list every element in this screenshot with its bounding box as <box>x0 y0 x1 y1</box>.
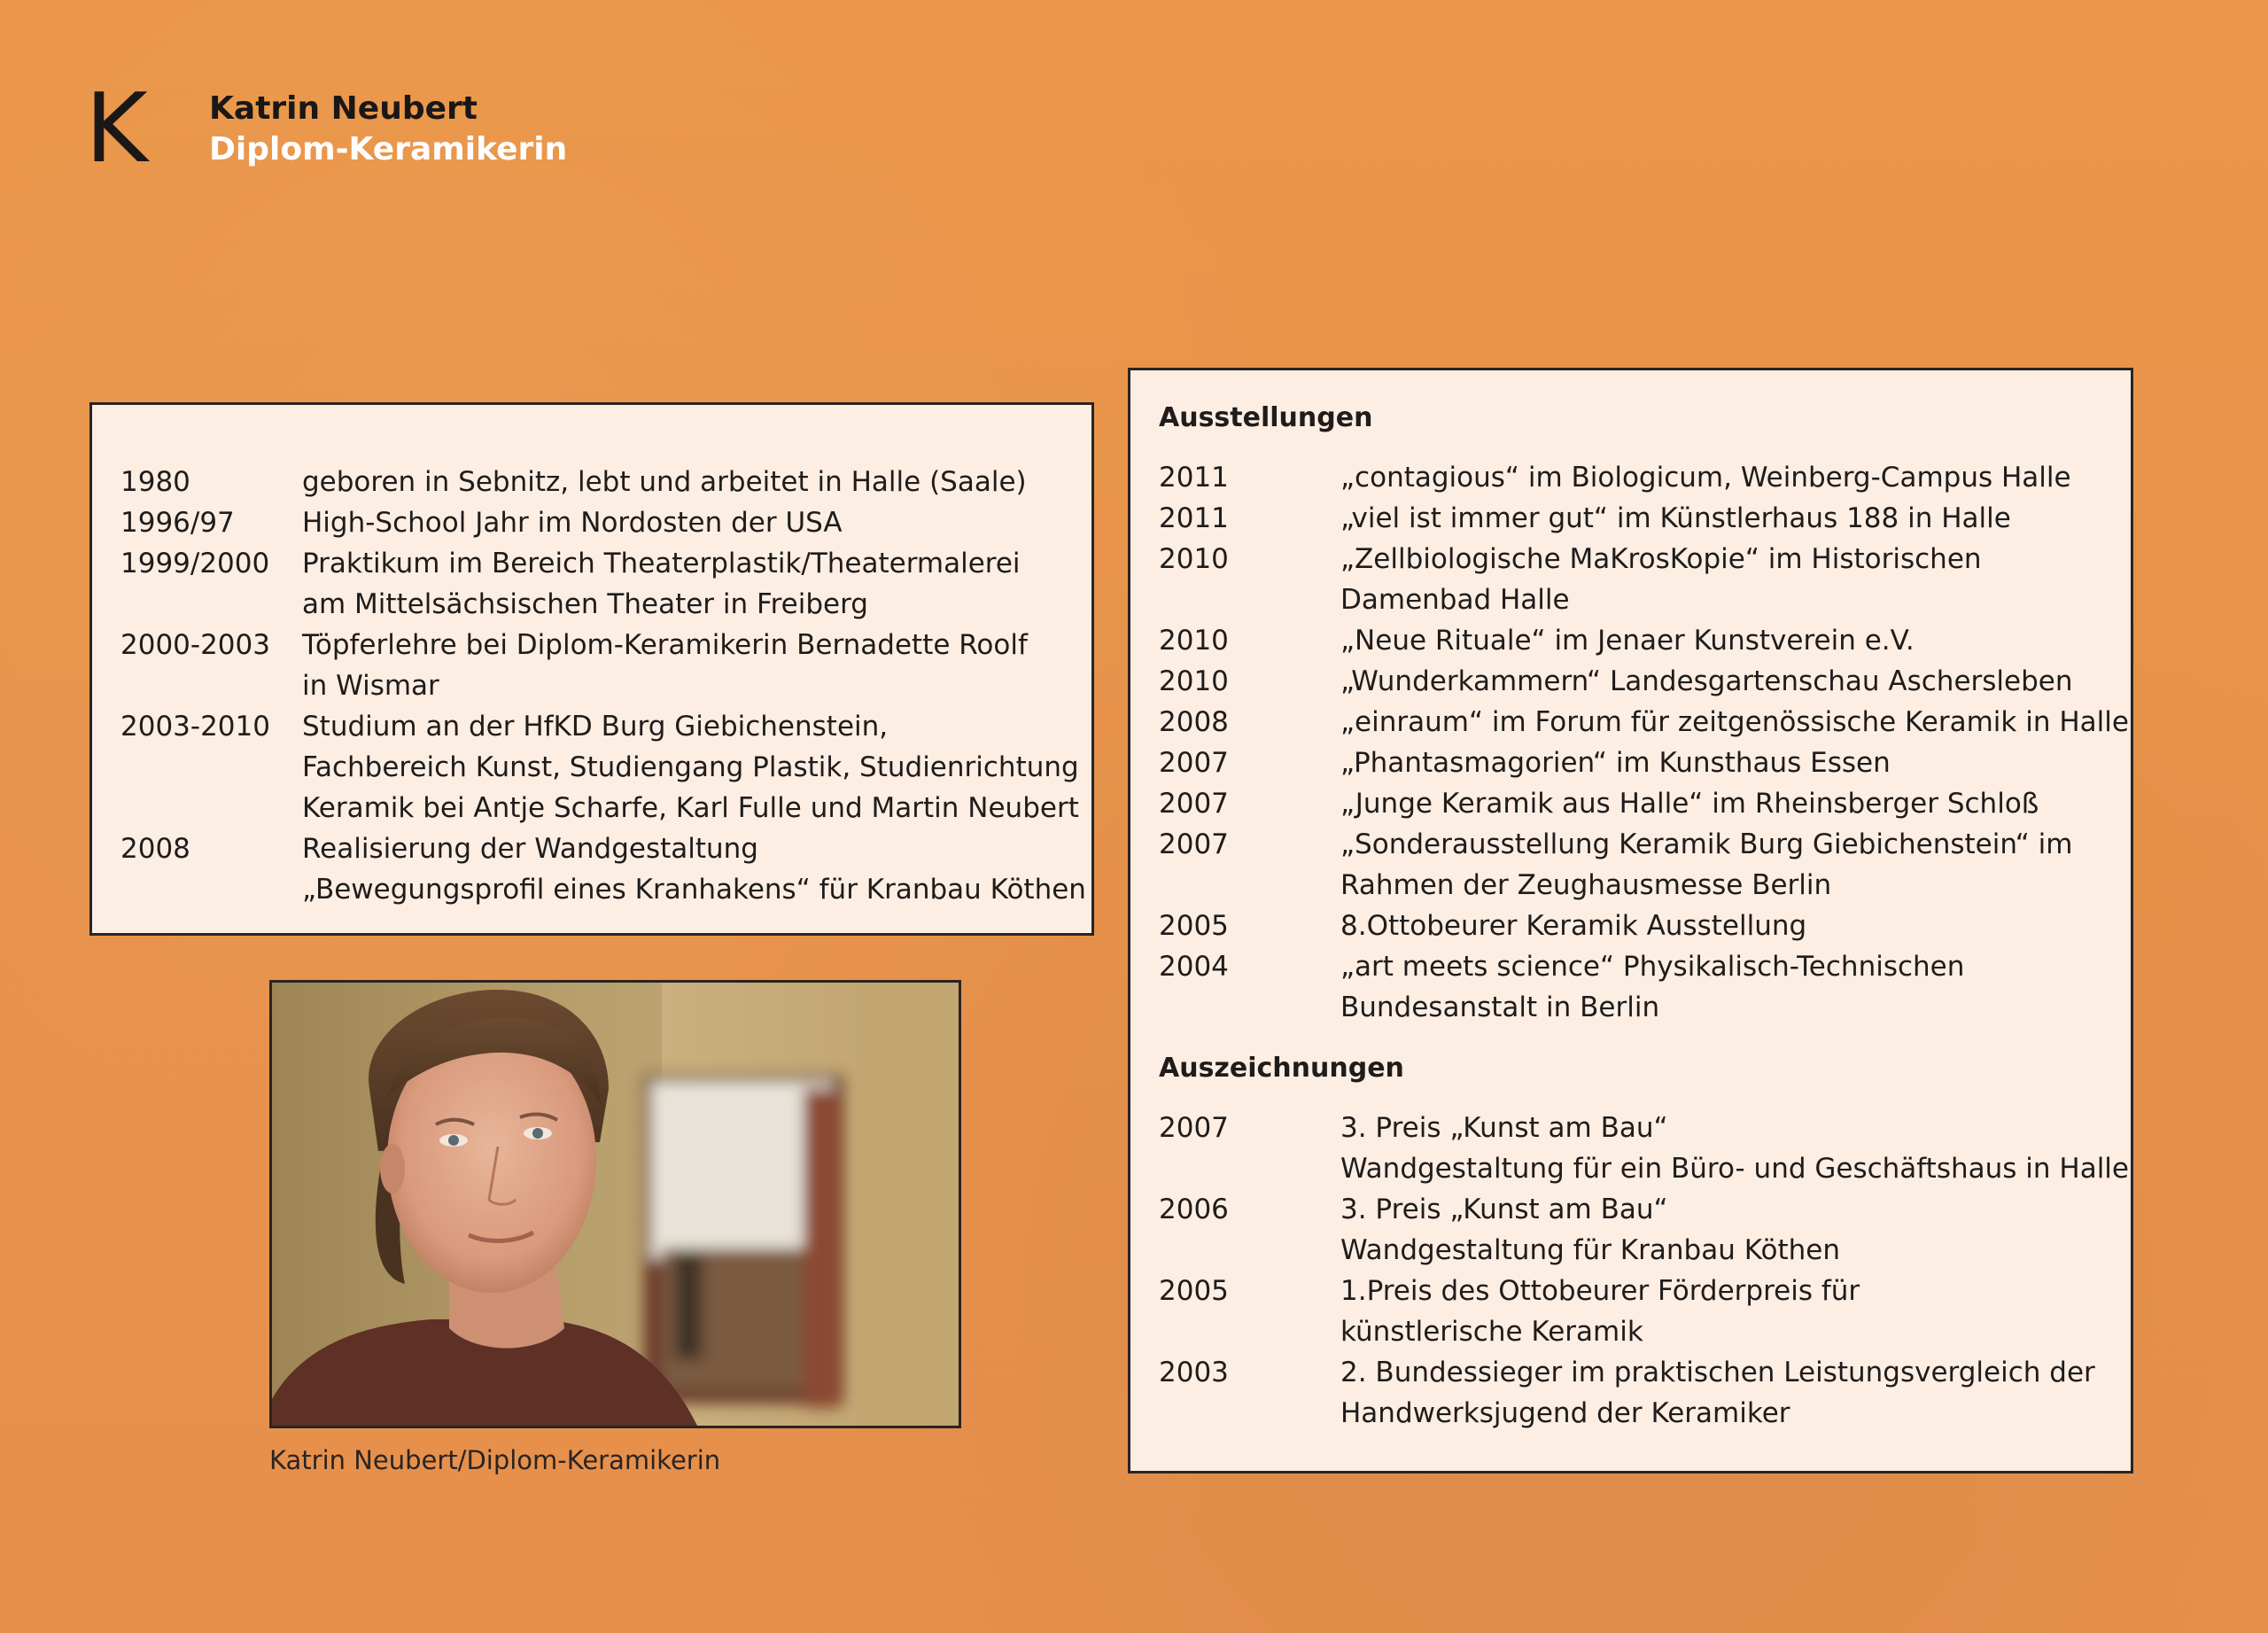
entry-year: 1996/97 <box>120 507 235 539</box>
exhibition-entry <box>1159 824 2131 906</box>
entry-line: Fachbereich Kunst, Studiengang Plastik, Studienrichtung <box>302 751 1079 783</box>
photo-caption: Katrin Neubert/Diplom-Keramikerin <box>269 1445 721 1475</box>
entry-description <box>302 706 1091 828</box>
entry-description <box>302 625 1091 706</box>
artist-profession: Diplom-Keramikerin <box>209 131 568 167</box>
entry-description <box>1340 1352 2131 1434</box>
entry-year: 2003-2010 <box>120 711 270 743</box>
entry-description <box>1340 457 2131 498</box>
entry-line: 3. Preis „Kunst am Bau“ <box>1340 1112 1668 1144</box>
entry-line: High-School Jahr im Nordosten der USA <box>302 507 843 539</box>
entry-line: „Phantasmagorien“ im Kunsthaus Essen <box>1340 747 1891 779</box>
entry-description <box>302 502 1091 543</box>
entry-line: „art meets science“ Physikalisch-Technischen <box>1340 951 1965 983</box>
entry-line: geboren in Sebnitz, lebt und arbeitet in Halle (Saale) <box>302 466 1027 498</box>
entry-year: 2005 <box>1159 1275 1229 1307</box>
awards-heading: Auszeichnungen <box>1159 1053 1404 1084</box>
header-initial: K <box>85 74 146 184</box>
entry-year: 1980 <box>120 466 190 498</box>
entry-line: Damenbad Halle <box>1340 584 1570 616</box>
bio-entry <box>120 543 1091 625</box>
bio-entry <box>120 462 1091 502</box>
entry-line: 1.Preis des Ottobeurer Förderpreis für <box>1340 1275 1860 1307</box>
entry-year: 2007 <box>1159 788 1229 820</box>
entry-line: Handwerksjugend der Keramiker <box>1340 1397 1790 1429</box>
entry-description <box>1340 702 2131 743</box>
exhibition-entry <box>1159 783 2131 824</box>
entry-line: „Neue Rituale“ im Jenaer Kunstverein e.V. <box>1340 625 1915 657</box>
entry-description <box>302 543 1091 625</box>
entry-line: „einraum“ im Forum für zeitgenössische Keramik in Halle <box>1340 706 2129 738</box>
entry-year: 2007 <box>1159 747 1229 779</box>
entry-line: Wandgestaltung für ein Büro- und Geschäftshaus in Halle <box>1340 1153 2129 1185</box>
awards-list <box>1159 1108 2131 1434</box>
entry-line: in Wismar <box>302 670 439 702</box>
exhibition-entry <box>1159 906 2131 946</box>
exhibition-entry <box>1159 661 2131 702</box>
entry-line: Rahmen der Zeughausmesse Berlin <box>1340 869 1832 901</box>
entry-year: 1999/2000 <box>120 548 270 579</box>
entry-description <box>1340 743 2131 783</box>
entry-line: Studium an der HfKD Burg Giebichenstein, <box>302 711 889 743</box>
entry-line: „Junge Keramik aus Halle“ im Rheinsberger Schloß <box>1340 788 2039 820</box>
entry-description <box>1340 946 2131 1028</box>
entry-line: 2. Bundessieger im praktischen Leistungsvergleich der <box>1340 1357 2095 1388</box>
exhibitions-heading: Ausstellungen <box>1159 402 1373 433</box>
entry-year: 2010 <box>1159 665 1229 697</box>
entry-line: 3. Preis „Kunst am Bau“ <box>1340 1194 1668 1225</box>
award-entry <box>1159 1108 2131 1189</box>
biography-panel <box>89 402 1094 936</box>
entry-year: 2008 <box>1159 706 1229 738</box>
exhibition-entry <box>1159 620 2131 661</box>
entry-description <box>1340 498 2131 539</box>
exhibition-entry <box>1159 457 2131 498</box>
entry-line: Bundesanstalt in Berlin <box>1340 991 1660 1023</box>
award-entry <box>1159 1271 2131 1352</box>
entry-line: Keramik bei Antje Scharfe, Karl Fulle und Martin Neubert <box>302 792 1079 824</box>
entry-year: 2010 <box>1159 543 1229 575</box>
entry-line: 8.Ottobeurer Keramik Ausstellung <box>1340 910 1807 942</box>
exhibitions-awards-panel <box>1128 368 2133 1474</box>
portrait-photo <box>269 980 961 1428</box>
entry-year: 2008 <box>120 833 190 865</box>
biography-list <box>120 462 1091 910</box>
entry-line: Wandgestaltung für Kranbau Köthen <box>1340 1234 1840 1266</box>
artist-name: Katrin Neubert <box>209 90 478 127</box>
entry-line: Realisierung der Wandgestaltung <box>302 833 758 865</box>
entry-year: 2007 <box>1159 828 1229 860</box>
entry-year: 2003 <box>1159 1357 1229 1388</box>
entry-description <box>302 462 1091 502</box>
entry-year: 2005 <box>1159 910 1229 942</box>
entry-year: 2011 <box>1159 502 1229 534</box>
entry-line: „Wunderkammern“ Landesgartenschau Aschersleben <box>1340 665 2073 697</box>
bio-entry <box>120 706 1091 828</box>
entry-year: 2007 <box>1159 1112 1229 1144</box>
entry-line: „Bewegungsprofil eines Kranhakens“ für Kranbau Köthen <box>302 874 1086 906</box>
exhibition-entry <box>1159 498 2131 539</box>
entry-description <box>1340 1271 2131 1352</box>
entry-line: künstlerische Keramik <box>1340 1316 1643 1348</box>
exhibition-entry <box>1159 946 2131 1028</box>
bio-entry <box>120 502 1091 543</box>
exhibition-entry <box>1159 743 2131 783</box>
entry-line: Praktikum im Bereich Theaterplastik/Theatermalerei <box>302 548 1021 579</box>
bio-entry <box>120 625 1091 706</box>
entry-year: 2000-2003 <box>120 629 270 661</box>
entry-description <box>1340 783 2131 824</box>
entry-description <box>1340 661 2131 702</box>
bio-entry <box>120 828 1091 910</box>
entry-description <box>1340 824 2131 906</box>
entry-description <box>1340 1189 2131 1271</box>
exhibitions-list <box>1159 457 2131 1028</box>
entry-year: 2010 <box>1159 625 1229 657</box>
entry-description <box>1340 906 2131 946</box>
entry-line: „contagious“ im Biologicum, Weinberg-Campus Halle <box>1340 462 2071 494</box>
entry-year: 2004 <box>1159 951 1229 983</box>
entry-description <box>302 828 1091 910</box>
entry-year: 2006 <box>1159 1194 1229 1225</box>
entry-year: 2011 <box>1159 462 1229 494</box>
entry-description <box>1340 1108 2131 1189</box>
entry-line: Töpferlehre bei Diplom-Keramikerin Bernadette Roolf <box>302 629 1028 661</box>
award-entry <box>1159 1352 2131 1434</box>
entry-description <box>1340 539 2131 620</box>
entry-line: „Zellbiologische MaKrosKopie“ im Historischen <box>1340 543 1982 575</box>
exhibition-entry <box>1159 702 2131 743</box>
entry-description <box>1340 620 2131 661</box>
award-entry <box>1159 1189 2131 1271</box>
entry-line: „viel ist immer gut“ im Künstlerhaus 188 in Halle <box>1340 502 2011 534</box>
entry-line: „Sonderausstellung Keramik Burg Giebichenstein“ im <box>1340 828 2073 860</box>
exhibition-entry <box>1159 539 2131 620</box>
entry-line: am Mittelsächsischen Theater in Freiberg <box>302 588 868 620</box>
